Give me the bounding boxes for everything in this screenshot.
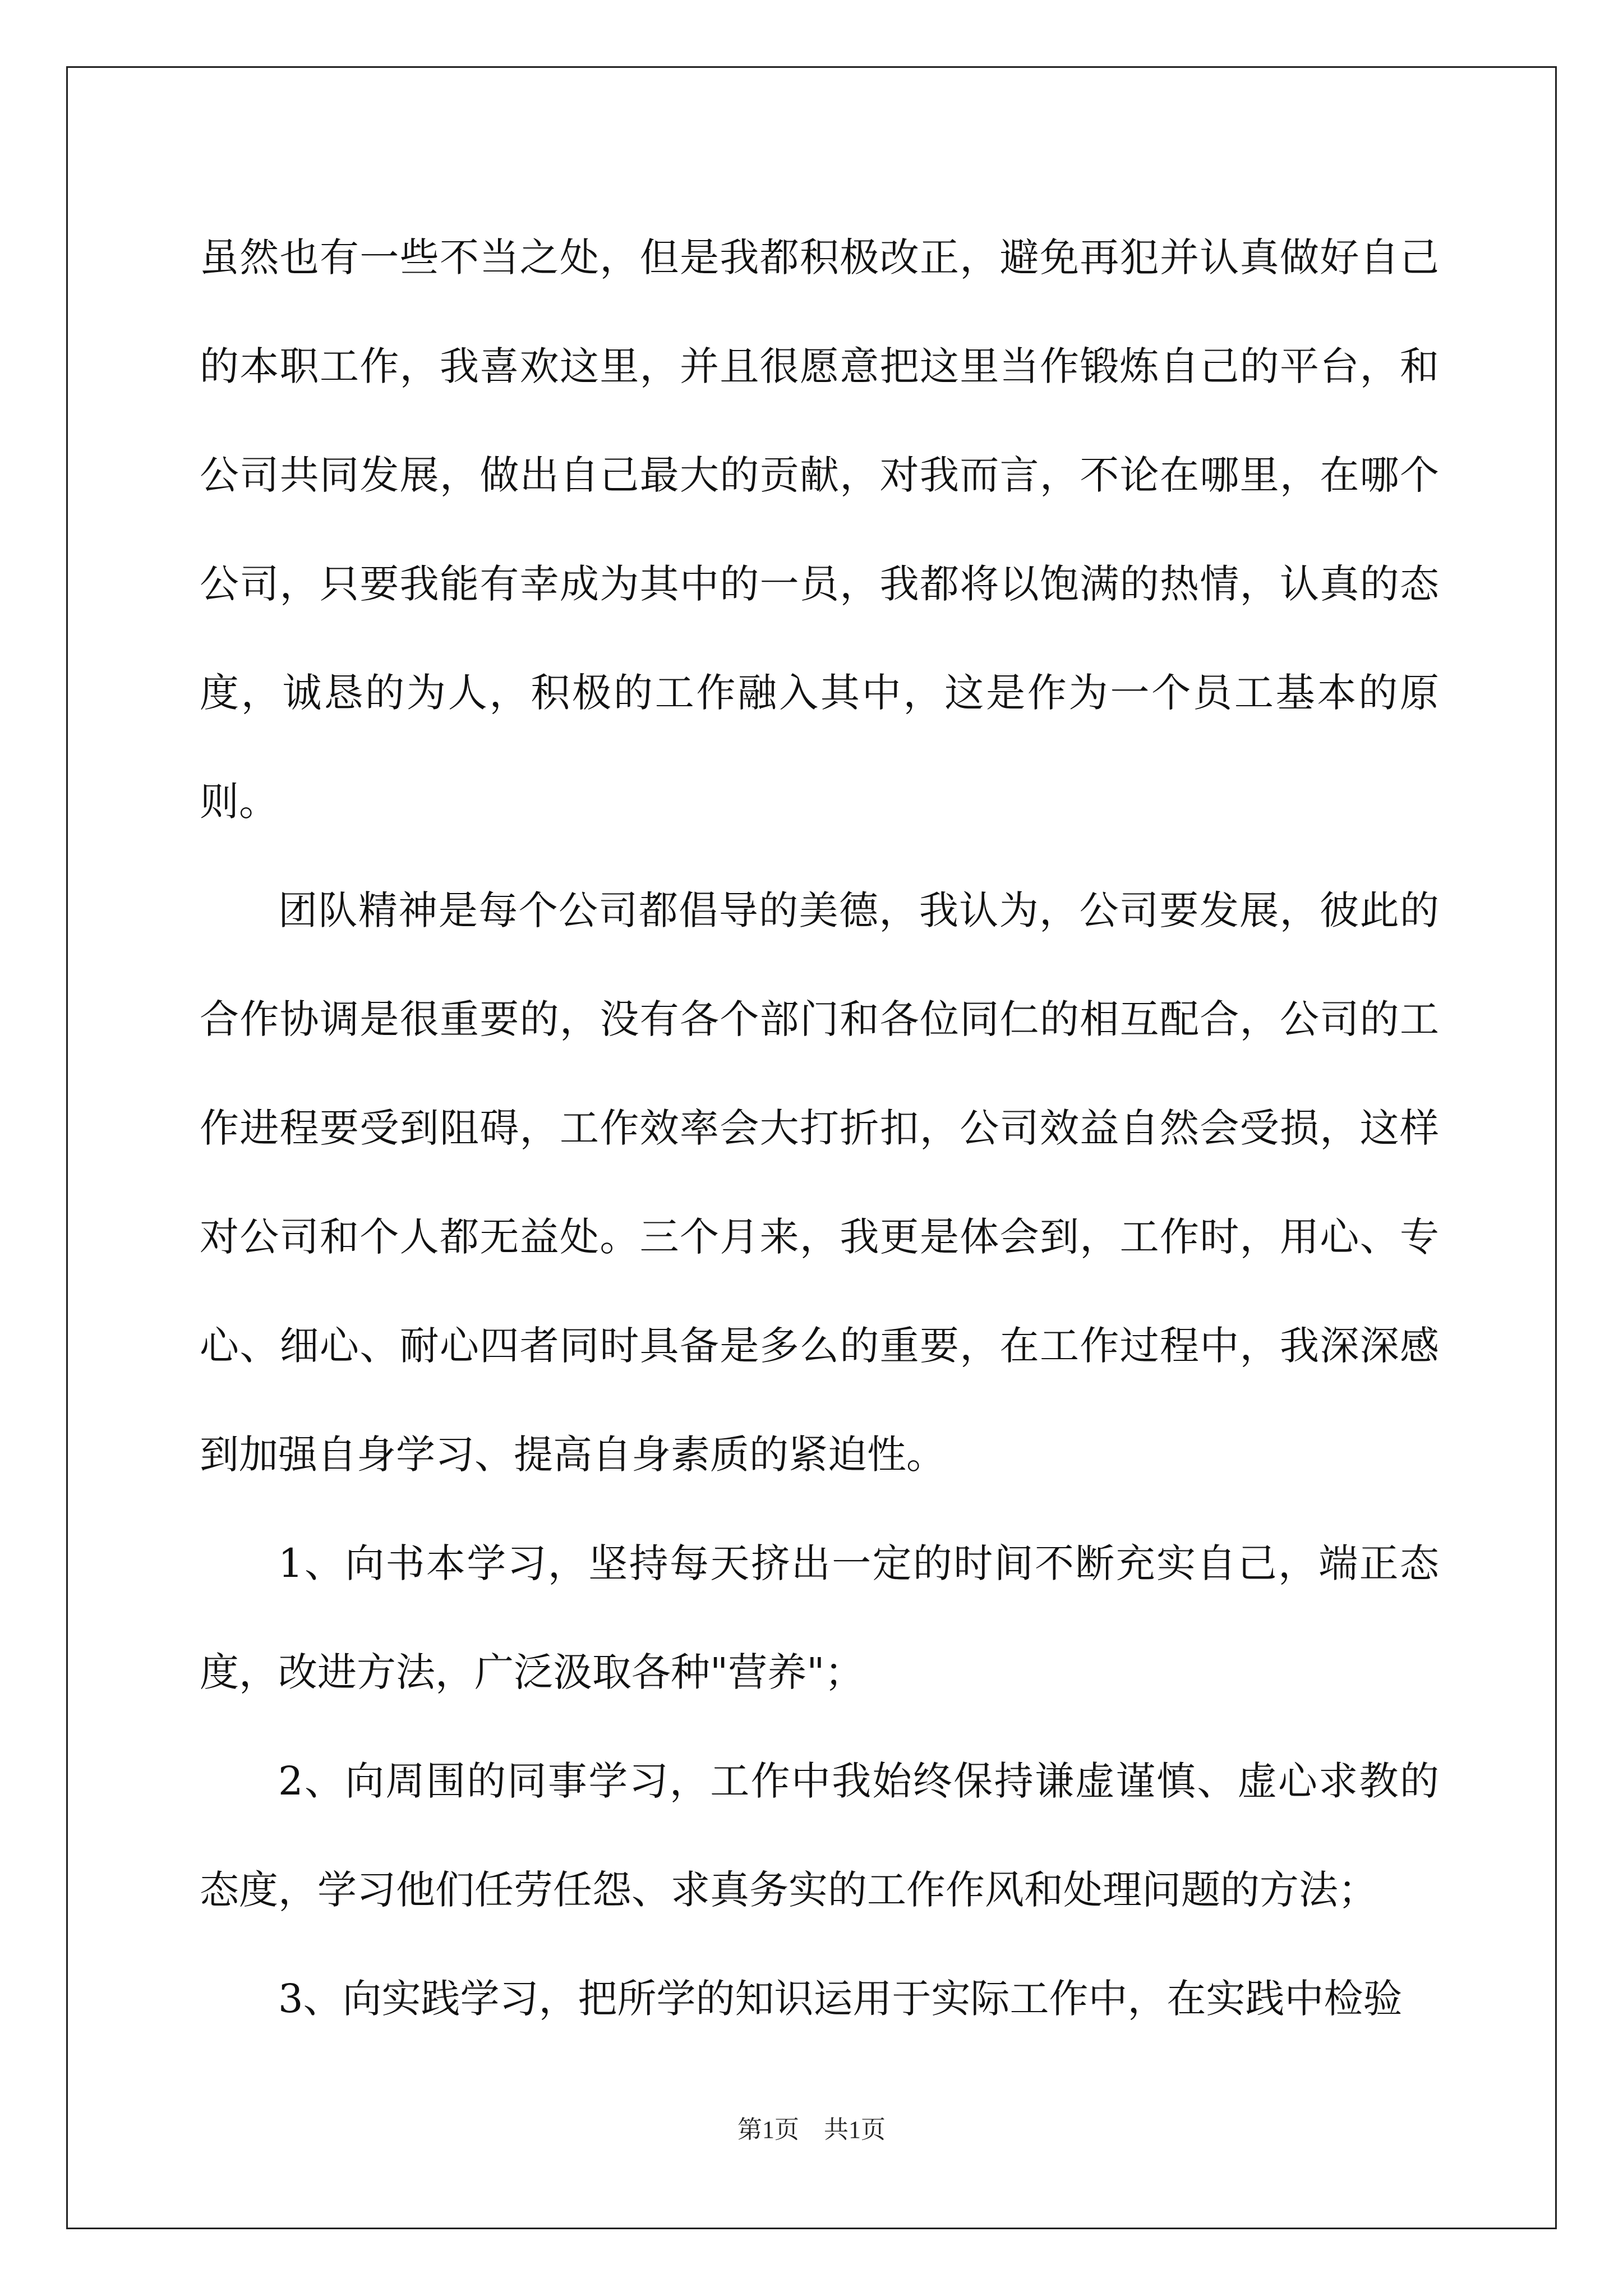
paragraph-3: 1、向书本学习，坚持每天挤出一定的时间不断充实自己，端正态度，改进方法，广泛汲取各种"营养"；: [200, 1540, 1439, 1695]
paragraph-1: 虽然也有一些不当之处，但是我都积极改正，避免再犯并认真做好自己的本职工作，我喜欢这里，并且很愿意把这里当作锻炼自己的平台，和公司共同发展，做出自己最大的贡献，对我而言，不论在哪里，在哪个公司，只要我能有幸成为其中的一员，我都将以饱满的热情，认真的态度，诚恳的为人，积极的工作融入其中，这是作为一个员工基本的原则。: [200, 234, 1439, 825]
paragraph-5: 3、向实践学习，把所学的知识运用于实际工作中，在实践中检验: [278, 1976, 1403, 2022]
paragraph-2: 团队精神是每个公司都倡导的美德，我认为，公司要发展，彼此的合作协调是很重要的，没有各个部门和各位同仁的相互配合，公司的工作进程要受到阻碍，工作效率会大打折扣，公司效益自然会受损，这样对公司和个人都无益处。三个月来，我更是体会到，工作时，用心、专心、细心、耐心四者同时具备是多么的重要，在工作过程中，我深深感到加强自身学习、提高自身素质的紧迫性。: [200, 887, 1439, 1478]
page-footer: 第1页 共1页: [737, 2116, 886, 2143]
document-body: [200, 203, 1439, 2053]
paragraph-4: 2、向周围的同事学习，工作中我始终保持谦虚谨慎、虚心求教的态度，学习他们任劳任怨、求真务实的工作作风和处理问题的方法；: [200, 1758, 1439, 1913]
